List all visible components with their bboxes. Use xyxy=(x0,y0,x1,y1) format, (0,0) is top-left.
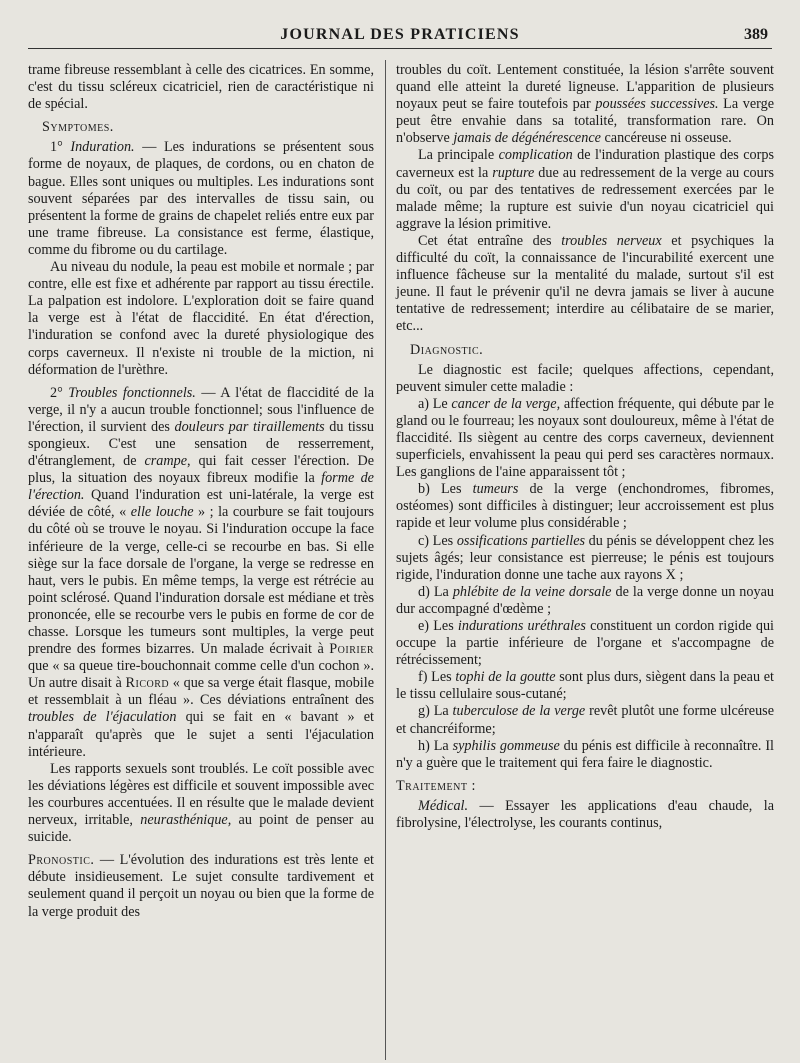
paragraph xyxy=(396,798,774,832)
italic-term: tumeurs xyxy=(472,481,519,498)
journal-title: JOURNAL DES PRATICIENS xyxy=(280,26,520,43)
text-run: — Essayer les applications d'eau chaude, la fibrolysine, l'électrolyse, les courants continus, xyxy=(396,797,774,832)
page-number: 389 xyxy=(744,26,768,43)
heading-text: Symptomes. xyxy=(42,119,114,136)
column-divider xyxy=(385,60,386,1060)
text-run: a) Le xyxy=(418,395,452,412)
text-run: Quand l'induration est uni-latérale, la verge est déviée de côté, « xyxy=(28,487,374,521)
paragraph-text: trame fibreuse ressemblant à celle des cicatrices. En somme, c'est du tissu scléreux cicatriciel, rien de caractéristique ni de spécial. xyxy=(28,62,374,113)
text-run: sont plus durs, siègent dans la peau et le tissu cellulaire sous-cutané; xyxy=(396,669,774,703)
list-item xyxy=(396,703,774,737)
author-name: Ricord xyxy=(125,675,170,692)
text-run: d) La xyxy=(418,583,453,600)
list-item xyxy=(396,584,774,618)
italic-term: douleurs par tiraillements xyxy=(174,418,325,435)
italic-term: complication xyxy=(498,147,573,164)
paragraph xyxy=(396,147,774,232)
italic-term: rupture xyxy=(492,164,535,181)
right-column xyxy=(396,62,774,832)
text-run: h) La xyxy=(418,737,453,754)
text-run: Cet état entraîne des xyxy=(418,232,562,249)
italic-term: ossifications partielles xyxy=(456,532,586,549)
text-run: du pénis est difficile à reconnaître. Il n'y a guère que le traitement qui fera faire le diagnostic. xyxy=(396,737,774,771)
paragraph xyxy=(28,62,374,113)
paragraph xyxy=(396,62,774,147)
paragraph xyxy=(396,233,774,336)
text-run: au point de penser au suicide. xyxy=(28,812,374,846)
list-item xyxy=(396,533,774,584)
text-run: due au redressement de la verge au cours du coït, ou par des tentatives de redressement exercées par le malade même; la rupture est suivie d'un noyau cicatriciel qui aggrave la lésion primitive. xyxy=(396,164,774,232)
text-run: Les rapports sexuels sont troublés. Le coït possible avec les déviations légères est difficile et souvent impossible avec les courbures accentuées. Il en résulte que le malade devient nerveux, irritable, xyxy=(28,760,374,829)
text-run: revêt plutôt une forme ulcéreuse et chancréiforme; xyxy=(396,703,774,737)
section-heading-diagnostic xyxy=(396,342,774,359)
section-heading-traitement xyxy=(396,778,774,795)
paragraph xyxy=(28,139,374,259)
text-run: 2° xyxy=(50,384,69,401)
text-run: 1° xyxy=(50,139,71,156)
running-header xyxy=(28,24,772,50)
list-item xyxy=(396,618,774,669)
text-run: f) Les xyxy=(418,669,456,686)
italic-term: Troubles fonctionnels. xyxy=(68,384,196,401)
text-run: affection fréquente, qui débute par le gland ou le fourreau; les noyaux sont douloureux, même à l'état de flaccidité. Ils siègent au centre des corps caverneux, deviennent superficiels, envahissent la peau qui perd ses caractères normaux. Les ganglions de l'aine apparaissent tôt ; xyxy=(396,395,774,481)
text-run: qui se fait en « bavant » et n'apparaît qu'après que le sujet a senti l'éjaculation intérieure. xyxy=(28,709,374,760)
text-run: » ; la courbure se fait toujours du côté où se trouve le noyau. Si l'induration occupe la face inférieure de la verge, celle-ci se recourbe en bas. Si elle siège sur la face dorsale de l'organe, la verge se redresse en haut, vers le pubis. En même temps, la verge est rétrécie au point sclérosé. Quand l'induration dorsale est médiane et très prononcée, elle se recourbe vers le pubis en forme de cor de chasse. Lorsque les tumeurs sont multiples, la verge peut prendre des formes bizarres. Un malade écrivait à xyxy=(28,504,375,658)
paragraph xyxy=(28,385,374,761)
paragraph-text: Le diagnostic est facile; quelques affections, cependant, peuvent simuler cette maladie : xyxy=(396,361,774,395)
paragraph-text: Au niveau du nodule, la peau est mobile et normale ; par contre, elle est fixe et adhérente par rapport au tissu érectile. La palpation est indolore. L'exploration doit se faire quand la verge est à l'état de flaccidité. En état d'érection, l'induration se confond avec la dureté physiologique des corps caverneux. Il n'existe ni trouble de la miction, ni déformation de l'urèthre. xyxy=(28,259,374,378)
text-run: g) La xyxy=(418,703,453,720)
section-heading-pronostic: Pronostic. xyxy=(28,852,95,869)
text-run: de l'induration plastique des corps caverneux est la xyxy=(396,147,774,181)
italic-term: tuberculose de la verge xyxy=(452,703,586,720)
text-run: — A l'état de flaccidité de la verge, il n'y a aucun trouble fonctionnel; sous l'influence de l'érection, il survient des xyxy=(28,384,374,435)
italic-term: Médical. xyxy=(418,797,469,814)
text-run: troubles du coït. Lentement constituée, la lésion s'arrête souvent quand elle atteint la dureté ligneuse. L'apparition de plusieurs noyaux peut se faire toutefois par xyxy=(396,62,774,113)
text-run: et psychiques la difficulté du coït, la connaissance de l'incurabilité exercent une influence fâcheuse sur la mentalité du malade, surtout s'il est jeune. Il faut le prévenir qu'il ne devra jamais se liver à aucune tentative de redressement; interdire au célibataire de se marier, etc... xyxy=(396,232,775,335)
italic-term: jamais de dégénérescence xyxy=(453,130,601,147)
text-run: , qui fait cesser l'érection. De plus, la situation des noyaux fibreux modifie la xyxy=(28,453,374,487)
text-run: La principale xyxy=(418,147,499,164)
text-run: que « sa queue tire-bouchonnait comme celle d'un cochon ». Un autre disait à xyxy=(28,658,374,692)
paragraph xyxy=(396,362,774,396)
text-run: — Les indurations se présentent sous forme de noyaux, de plaques, de cordons, ou en chaton de bague. Elles sont uniques ou multiples. Les indurations sont souvent séparées par des intervalles de tissu sain, ou présentent la forme de grains de chapelet reliés entre eux par une trame fibreuse. La consistance est ferme, élastique, comme du fibrome ou du cartilage. xyxy=(28,139,374,258)
text-run: La verge peut être envahie dans sa totalité, transformation rare. On n'observe xyxy=(396,96,774,147)
section-heading-symptomes xyxy=(28,119,374,136)
italic-term: elle louche xyxy=(130,504,194,521)
italic-term: phlébite de la veine dorsale xyxy=(452,583,612,600)
paragraph xyxy=(28,761,374,846)
heading-text: Diagnostic. xyxy=(410,341,484,358)
text-run: du pénis se développent chez les sujets âgés; leur consistance est pierreuse; le pénis est toujours rigide, l'induration donne une tache aux rayons X ; xyxy=(396,532,774,583)
text-run: — L'évolution des indurations est très lente et débute insidieusement. Le sujet consulte tardivement et seulement quand il perçoit un noyau ou bien que la forme de la verge produit des xyxy=(28,852,374,920)
italic-term: forme de l'érection. xyxy=(28,470,374,504)
italic-term: Induration. xyxy=(70,139,135,156)
italic-term: crampe xyxy=(144,453,187,470)
text-run: constituent un cordon rigide qui occupe la partie inférieure de l'organe et s'accompagne de rétrécissement; xyxy=(396,618,774,669)
italic-term: cancer de la verge, xyxy=(451,395,561,412)
list-item xyxy=(396,396,774,481)
author-name: Poirier xyxy=(329,641,374,658)
italic-term: neurasthénique, xyxy=(140,812,232,829)
text-run: « que sa verge était flasque, mobile et ressemblait à un fléau ». Ces déviations entraînent des xyxy=(28,675,374,709)
text-run: de la verge donne un noyau dur accompagné d'œdème ; xyxy=(396,583,774,617)
list-item xyxy=(396,669,774,703)
text-run: du tissu spongieux. C'est une sensation de resserrement, d'étranglement, de xyxy=(28,418,374,470)
list-item xyxy=(396,481,774,532)
header-rule xyxy=(28,48,772,49)
left-column xyxy=(28,62,374,921)
text-run: b) Les xyxy=(418,481,473,498)
italic-term: tophi de la goutte xyxy=(455,669,556,686)
section-pronostic xyxy=(28,852,374,920)
text-run: e) Les xyxy=(418,618,458,634)
heading-text: Traitement : xyxy=(396,777,476,794)
italic-term: syphilis gommeuse xyxy=(452,737,560,754)
list-item xyxy=(396,738,774,772)
italic-term: poussées successives. xyxy=(595,96,719,113)
italic-term: troubles de l'éjaculation xyxy=(28,709,177,726)
text-run: c) Les xyxy=(418,532,457,549)
italic-term: troubles nerveux xyxy=(561,232,662,249)
text-run: cancéreuse ni osseuse. xyxy=(600,130,732,147)
text-run: de la verge (enchondromes, fibromes, ostéomes) sont difficiles à distinguer; leur accroissement est plus rapide et leur volume plus considérable ; xyxy=(396,481,774,532)
italic-term: indurations uréthrales xyxy=(457,618,586,634)
paragraph xyxy=(28,259,374,379)
